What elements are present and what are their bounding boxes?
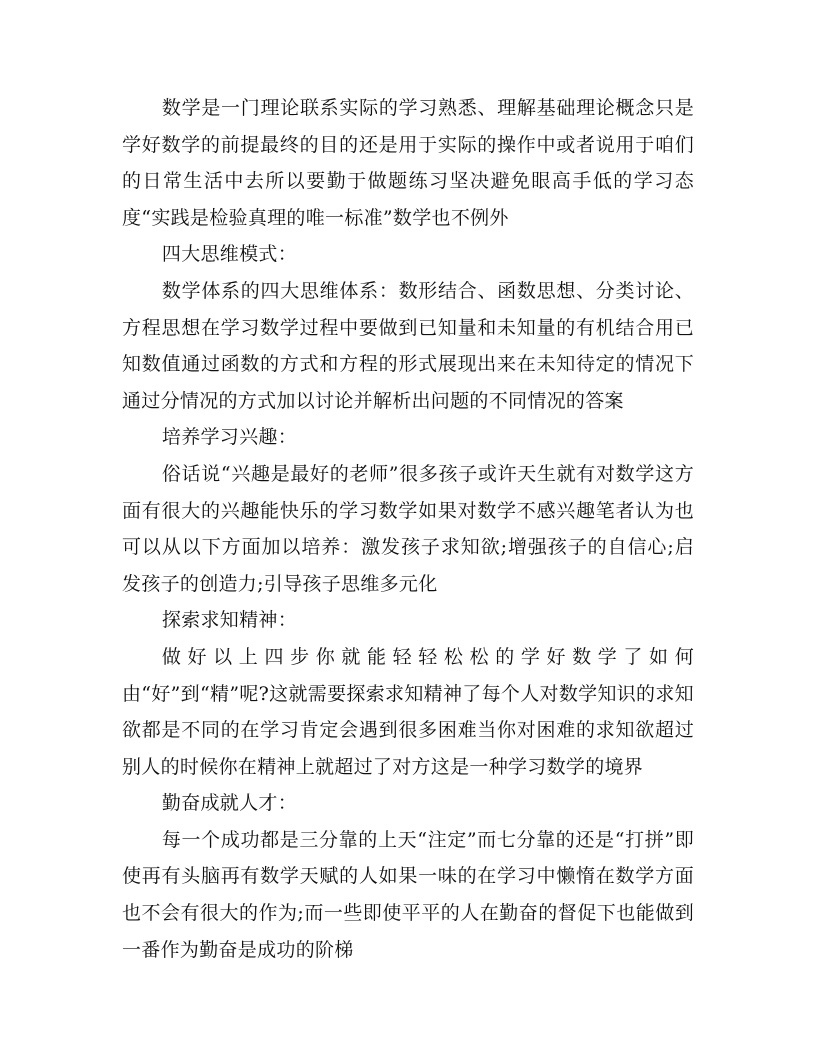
heading-cultivate-interest: 培养学习兴趣：: [161, 426, 297, 449]
paragraph-practice: 数学是一门理论联系实际的学习熟悉、理解基础理论概念只是学好数学的前提最终的目的还是用于实际的操作中或者说用于咱们的日常生活中去所以要勤于做题练习坚决避免眼高手低的学习态度“实践是检验真理的唯一标准”数学也不例外: [122, 97, 694, 229]
heading-four-thinking-modes: 四大思维模式：: [161, 243, 297, 266]
paragraph-diligence: 每一个成功都是三分靠的上天“注定”而七分靠的还是“打拼”即使再有头脑再有数学天赋的人如果一味的在学习中懒惰在数学方面也不会有很大的作为;而一些即使平平的人在勤奋的督促下也能做到一番作为勤奋是成功的阶梯: [122, 828, 694, 961]
paragraph-thinking-systems: 数学体系的四大思维体系：数形结合、函数思想、分类讨论、方程思想在学习数学过程中要做到已知量和未知量的有机结合用已知数值通过函数的方式和方程的形式展现出来在未知待定的情况下通过分情况的方式加以讨论并解析出问题的不同情况的答案: [122, 279, 694, 412]
document-page: [122, 90, 694, 968]
paragraph-explore: 做好以上四步你就能轻轻松松的学好数学了如何由“好”到“精”呢?这就需要探索求知精神了每个人对数学知识的求知欲都是不同的在学习肯定会遇到很多困难当你对困难的求知欲超过别人的时候你在精神上就超过了对方这是一种学习数学的境界: [122, 645, 694, 778]
paragraph-interest: 俗话说“兴趣是最好的老师”很多孩子或许天生就有对数学这方面有很大的兴趣能快乐的学习数学如果对数学不感兴趣笔者认为也可以从以下方面加以培养：激发孩子求知欲;增强孩子的自信心;启发孩子的创造力;引导孩子思维多元化: [122, 462, 694, 595]
heading-explore-spirit: 探索求知精神：: [161, 609, 297, 632]
heading-diligence: 勤奋成就人才：: [161, 792, 297, 815]
